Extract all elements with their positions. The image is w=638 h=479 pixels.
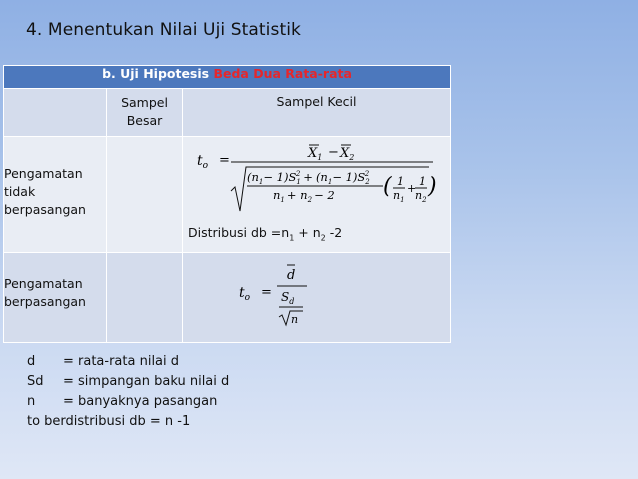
empty-cell <box>107 137 183 253</box>
note-symbol: Sd <box>27 374 44 389</box>
svg-text:): ) <box>428 174 437 199</box>
empty-cell <box>107 253 183 343</box>
note-row <box>27 352 229 372</box>
note-symbol: n <box>27 394 36 409</box>
svg-text:X1: $X_1$ <box>308 146 323 162</box>
svg-text:Sd: $S_d$ <box>281 290 295 306</box>
header-highlight: Beda Dua Rata-rata <box>213 66 352 81</box>
svg-text:1: 1 <box>397 175 404 188</box>
note-text: = simpangan baku nilai d <box>63 374 230 389</box>
svg-text:−: − <box>328 145 339 160</box>
notes-block <box>27 352 229 432</box>
row-label-unpaired <box>4 137 107 253</box>
t-test-formula-unpaired <box>183 137 449 217</box>
note-row <box>27 372 229 392</box>
col-sampel-kecil: Sampel Kecil <box>183 89 451 137</box>
header-text: b. Uji Hipotesis <box>102 66 214 81</box>
svg-text:(n1− 1)S12+(n1− 1)S22: $(n_1- 1)S_12 + (n_1- 1)S_22$ <box>247 170 370 186</box>
svg-text:to: $t_o$ <box>197 153 209 171</box>
table-header <box>4 66 451 89</box>
svg-text:to: $t_o$ <box>239 285 251 303</box>
slide-title: 4. Menentukan Nilai Uji Statistik <box>26 20 301 40</box>
svg-text:d: d <box>287 268 296 283</box>
note-row <box>27 392 229 412</box>
svg-text:(: ( <box>383 174 392 199</box>
svg-text:X2: $X_2$ <box>340 146 355 162</box>
svg-text:=: = <box>219 153 230 168</box>
note-last <box>27 412 229 432</box>
svg-text:n: n <box>291 313 299 326</box>
note-text: = banyaknya pasangan <box>63 394 218 409</box>
column-header-row <box>4 89 451 137</box>
note-text: = rata-rata nilai d <box>63 354 180 369</box>
note-text: to berdistribusi db = n -1 <box>27 414 191 429</box>
svg-text:+: + <box>407 182 417 195</box>
formula-cell-paired <box>183 253 451 343</box>
svg-text:n2: $n_2$ <box>415 189 427 204</box>
table-row <box>4 137 451 253</box>
formula-cell <box>183 137 451 253</box>
row-label-text: Pengamatan berpasangan <box>4 276 86 309</box>
svg-text:n1: $n_1$ <box>393 189 405 204</box>
col-sampel-besar: Sampel Besar <box>107 89 183 137</box>
hypothesis-table <box>3 65 451 343</box>
svg-text:=: = <box>261 285 272 300</box>
table-row <box>4 253 451 343</box>
empty-corner-cell <box>4 89 107 137</box>
t-test-formula-paired <box>231 257 341 337</box>
note-symbol: d <box>27 354 36 369</box>
table-header-row <box>4 66 451 89</box>
row-label-text: Pengamatan tidak berpasangan <box>4 166 86 217</box>
svg-text:1: 1 <box>419 175 426 188</box>
degrees-of-freedom-note: Distribusi db $=n_1 + n_2$ -2 <box>188 225 343 243</box>
row-label-paired <box>4 253 107 343</box>
svg-text:n1+ n2− 2: $n_1 + n_2 - 2$ <box>273 188 335 204</box>
